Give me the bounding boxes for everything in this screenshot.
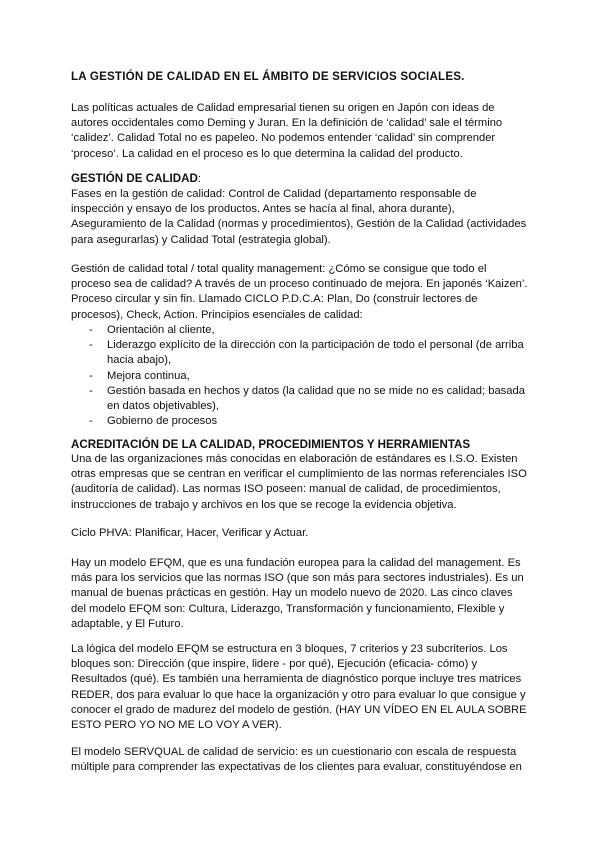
document-title: LA GESTIÓN DE CALIDAD EN EL ÁMBITO DE SERVICIOS SOCIALES. [71,70,465,83]
principles-list [71,323,529,429]
phva-paragraph: Ciclo PHVA: Planificar, Hacer, Verificar y Actuar. [71,527,309,539]
efqm-paragraph: Hay un modelo EFQM, que es una fundación europea para la calidad del management. Es más para los servicios que las normas ISO (que son más para sectores industriales). Es un manual de buenas prácticas en gestión. Hay un modelo nuevo de 2020. Las cinco claves del modelo EFQM son: Cultura, Liderazgo, Transformación y funcionamiento, Flexible y adaptable, y El Futuro. [71,557,524,630]
tqm-paragraph: Gestión de calidad total / total quality management: ¿Cómo se consigue que todo el proceso sea de calidad? A través de un proceso continuado de mejora. En japonés ‘Kaizen’. Proceso circular y sin fin. Llamado CICLO P.D.C.A: Plan, Do (construir lectores de procesos), Check, Action. Principios esenciales de calidad: [71,263,528,321]
efqm-logic-paragraph: La lógica del modelo EFQM se estructura en 3 bloques, 7 criterios y 23 subcriterios. Los bloques son: Dirección (que inspire, lidere - por qué), Ejecución (eficacia- cómo) y Resultados (qué). Es también una herramienta de diagnóstico porque incluye tres matrices REDER, dos para evaluar lo que hace la organización y otro para evaluar lo que consigue y conocer el grado de madurez del modelo de gestión. (HAY UN VÍDEO EN EL AULA SOBRE ESTO PERO YO NO ME LO VOY A VER). [71,643,527,732]
list-item: - Gobierno de procesos [71,414,529,429]
list-item: - Mejora continua, [71,369,529,384]
section-heading-gestion-text: GESTIÓN DE CALIDAD [71,172,198,185]
list-item: - Gestión basada en hechos y datos (la calidad que no se mide no es calidad; basada en datos objetivables), [71,384,529,414]
iso-paragraph: Una de las organizaciones más conocidas en elaboración de estándares es I.S.O. Existen otras empresas que se centran en verificar el cumplimiento de las normas referenciales ISO (auditoría de calidad). Las normas ISO poseen: manual de calidad, de procedimientos, instrucciones de trabajo y archivos en los que se recoge la evidencia objetiva. [71,453,527,511]
list-item: - Liderazgo explícito de la dirección con la participación de todo el personal (de arriba hacia abajo), [71,338,529,368]
intro-paragraph: Las políticas actuales de Calidad empresarial tienen su origen en Japón con ideas de autores occidentales como Deming y Juran. En la definición de ‘calidad’ sale el término ‘calidez’. Calidad Total no es papeleo. No podemos entender ‘calidad’ sin comprender ‘proceso’. La calidad en el proceso es lo que determina la calidad del producto. [71,102,503,160]
servqual-paragraph: El modelo SERVQUAL de calidad de servicio: es un cuestionario con escala de respuesta múltiple para comprender las expectativas de los clientes para evaluar, constituyéndose en [71,746,522,774]
phases-paragraph: Fases en la gestión de calidad: Control de Calidad (departamento responsable de inspección y ensayo de los productos. Antes se hacía al final, ahora durante), Aseguramiento de la Calidad (normas y procedimientos), Gestión de la Calidad (actividades para asegurarlas) y Calidad Total (estrategia global). [71,188,527,246]
section-heading-gestion [71,171,529,187]
section-heading-colon: : [197,173,202,185]
section-heading-acreditacion: ACREDITACIÓN DE LA CALIDAD, PROCEDIMIENTOS Y HERRAMIENTAS [71,438,471,451]
list-item: - Orientación al cliente, [71,323,529,338]
